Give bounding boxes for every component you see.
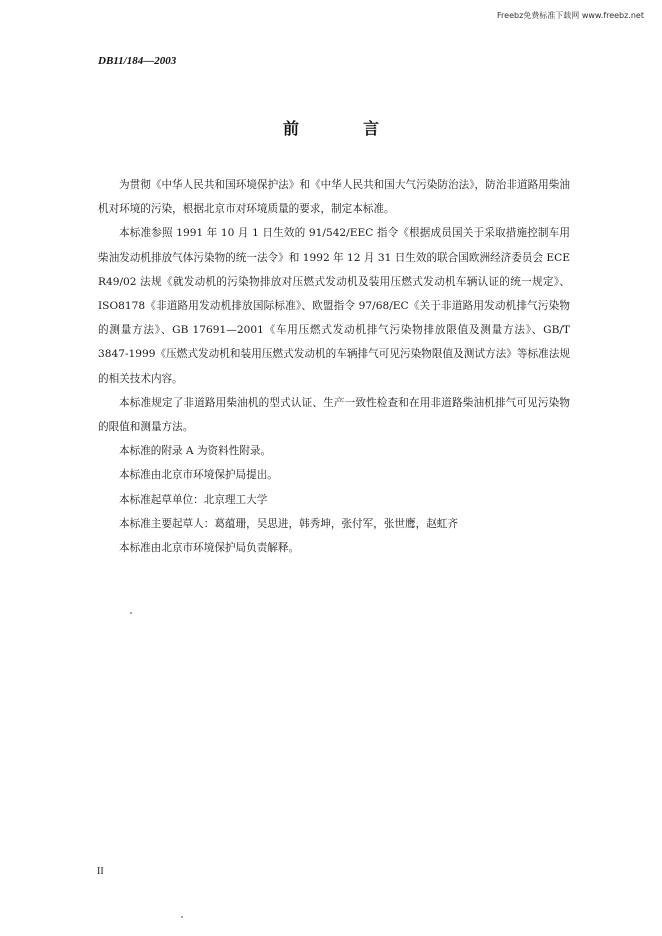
paragraph-scope: 本标准规定了非道路用柴油机的型式认证、生产一致性检查和在用非道路柴油机排气可见污染物的限值和测量方法。 (98, 396, 570, 434)
watermark-text: Freebz免费标准下载网 www.freebz.net (497, 11, 644, 20)
paragraph-references: 本标准参照 1991 年 10 月 1 日生效的 91/542/EEC 指令《根据成员国关于采取措施控制车用柴油发动机排放气体污染物的统一法令》和 1992 年 12 月 31 日生效的联合国欧洲经济委员会 ECE R49/02 法规《就发动机的污染物排放对压燃式发动机及装用压燃式发动机车辆认证的统一规定》、ISO8178《非道路用发动机排放国际标准》、欧盟指令 97/68/EC《关于非道路用发动机排气污染物的测量方法》、GB 17691—2001《车用压燃式发动机排气污染物排放限值及测量方法》、GB/T 3847-1999《压燃式发动机和装用压燃式发动机的车辆排气可见污染物限值及测试方法》等标准法规的相关技术内容。 (98, 227, 570, 385)
paragraph-appendix: 本标准的附录 A 为资料性附录。 (119, 445, 272, 458)
scan-speck (130, 612, 132, 614)
paragraph-drafters: 本标准主要起草人：葛蕴珊，吴思进，韩秀坤，张付军，张世鹰，赵虹齐 (119, 517, 458, 530)
paragraph-proposer: 本标准由北京市环境保护局提出。 (119, 469, 278, 482)
paragraph-purpose: 为贯彻《中华人民共和国环境保护法》和《中华人民共和国大气污染防治法》，防治非道路用柴油机对环境的污染，根据北京市对环境质量的要求，制定本标准。 (98, 179, 570, 216)
foreword-body (98, 173, 570, 560)
paragraph-drafting-unit: 本标准起草单位：北京理工大学 (119, 493, 268, 506)
scan-speck (181, 916, 183, 918)
paragraph-interpretation: 本标准由北京市环境保护局负责解释。 (119, 542, 300, 555)
page-number: II (97, 866, 104, 877)
page-title: 前 言 (282, 119, 403, 138)
document-code: DB11/184—2003 (98, 55, 177, 67)
